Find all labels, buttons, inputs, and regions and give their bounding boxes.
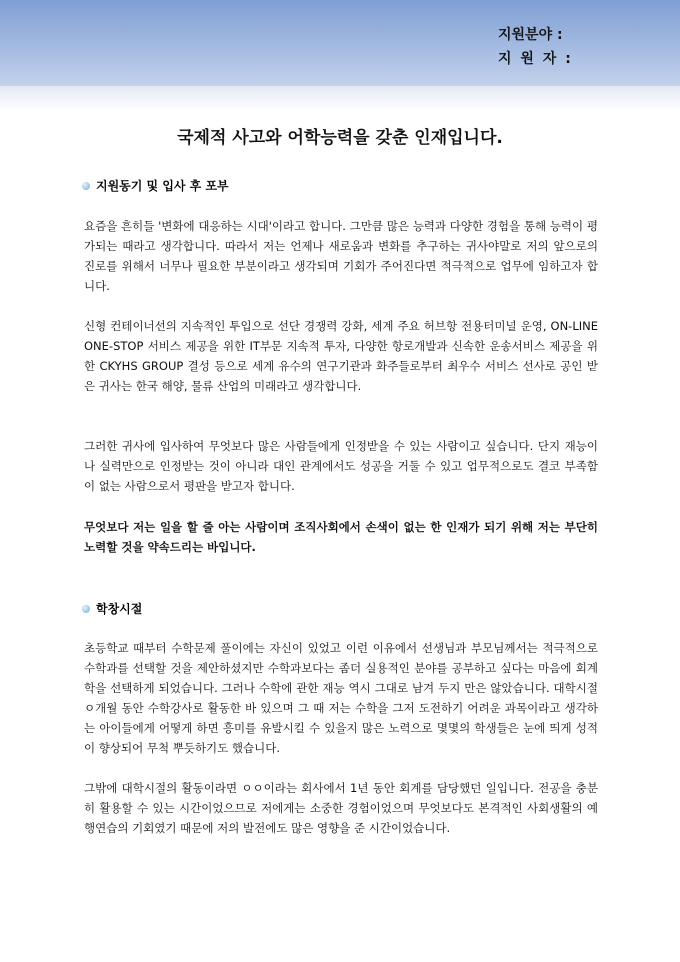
section-heading-label: 학창시절 — [96, 602, 143, 616]
bullet-icon — [82, 182, 90, 190]
section-heading-motivation — [82, 177, 229, 194]
paragraph: 요즘을 흔히들 '변화에 대응하는 시대'이라고 합니다. 그만큼 많은 능력과 다양한 경험을 통해 능력이 평가되는 때라고 생각합니다. 따라서 저는 언제나 새로움과 변화를 추구하는 귀사야말로 저의 앞으로의 진로를 위해서 너무나 필요한 부분이라고 생각되며 기회가 주어진다면 적극적으로 업무에 임하고자 합니다. — [84, 219, 598, 293]
header-fade — [0, 86, 680, 112]
paragraph: 초등학교 때부터 수학문제 풀이에는 자신이 있었고 이런 이유에서 선생님과 부모님께서는 적극적으로 수학과를 선택할 것을 제안하셨지만 수학과보다는 좀더 실용적인 분야를 공부하고 싶다는 마음에 회계학을 선택하게 되었습니다. 그러나 수학에 관한 재능 역시 그대로 남겨 두지 만은 않았습니다. 대학시절 ㅇ개월 동안 수학강사로 활동한 바 있으며 그 때 저는 수학을 그저 도전하기 어려운 과목이라고 생각하는 아이들에게 어떻게 하면 흥미를 유발시킬 수 있을지 많은 노력으로 몇몇의 학생들은 눈에 띄게 성적이 향상되어 무척 뿌듯하기도 했습니다. — [84, 641, 598, 755]
field-label: 지원분야 : — [498, 27, 563, 43]
paragraph: 신형 컨테이너선의 지속적인 투입으로 선단 경쟁력 강화, 세계 주요 허브항 전용터미널 운영, ON-LINE ONE-STOP 서비스 제공을 위한 IT부문 지속적 투자, 다양한 항로개발과 신속한 운송서비스 제공을 위한 CKYHS GROUP 결성 등으로 세계 유수의 연구기관과 화주들로부터 최우수 서비스 선사로 공인 받은 귀사는 한국 해양, 물류 산업의 미래라고 생각합니다. — [84, 319, 598, 393]
section-heading-label: 지원동기 및 입사 후 포부 — [96, 179, 229, 193]
bullet-icon — [82, 605, 90, 613]
header-band — [0, 0, 680, 86]
paragraph-emphasis: 무엇보다 저는 일을 할 줄 아는 사람이며 조직사회에서 손색이 없는 한 인재가 되기 위해 저는 부단히 노력할 것을 약속드리는 바입니다. — [84, 520, 598, 554]
document-title: 국제적 사고와 어학능력을 갖춘 인재입니다. — [177, 128, 503, 148]
section-heading-school-days — [82, 600, 142, 617]
applicant-label: 지 원 자 : — [498, 51, 573, 67]
paragraph: 그러한 귀사에 입사하여 무엇보다 많은 사람들에게 인정받을 수 있는 사람이고 싶습니다. 단지 재능이나 실력만으로 인정받는 것이 아니라 대인 관계에서도 성공을 거둘 수 있고 업무적으로도 결코 부족함이 없는 사람으로서 평판을 받고자 합니다. — [84, 439, 598, 493]
paragraph: 그밖에 대학시절의 활동이라면 ㅇㅇ이라는 회사에서 1년 동안 회계를 담당했던 일입니다. 전공을 충분히 활용할 수 있는 시간이었으므로 저에게는 소중한 경험이었으며 무엇보다도 본격적인 사회생활의 예행연습의 기회였기 때문에 저의 발전에도 많은 영향을 준 시간이었습니다. — [84, 781, 598, 835]
